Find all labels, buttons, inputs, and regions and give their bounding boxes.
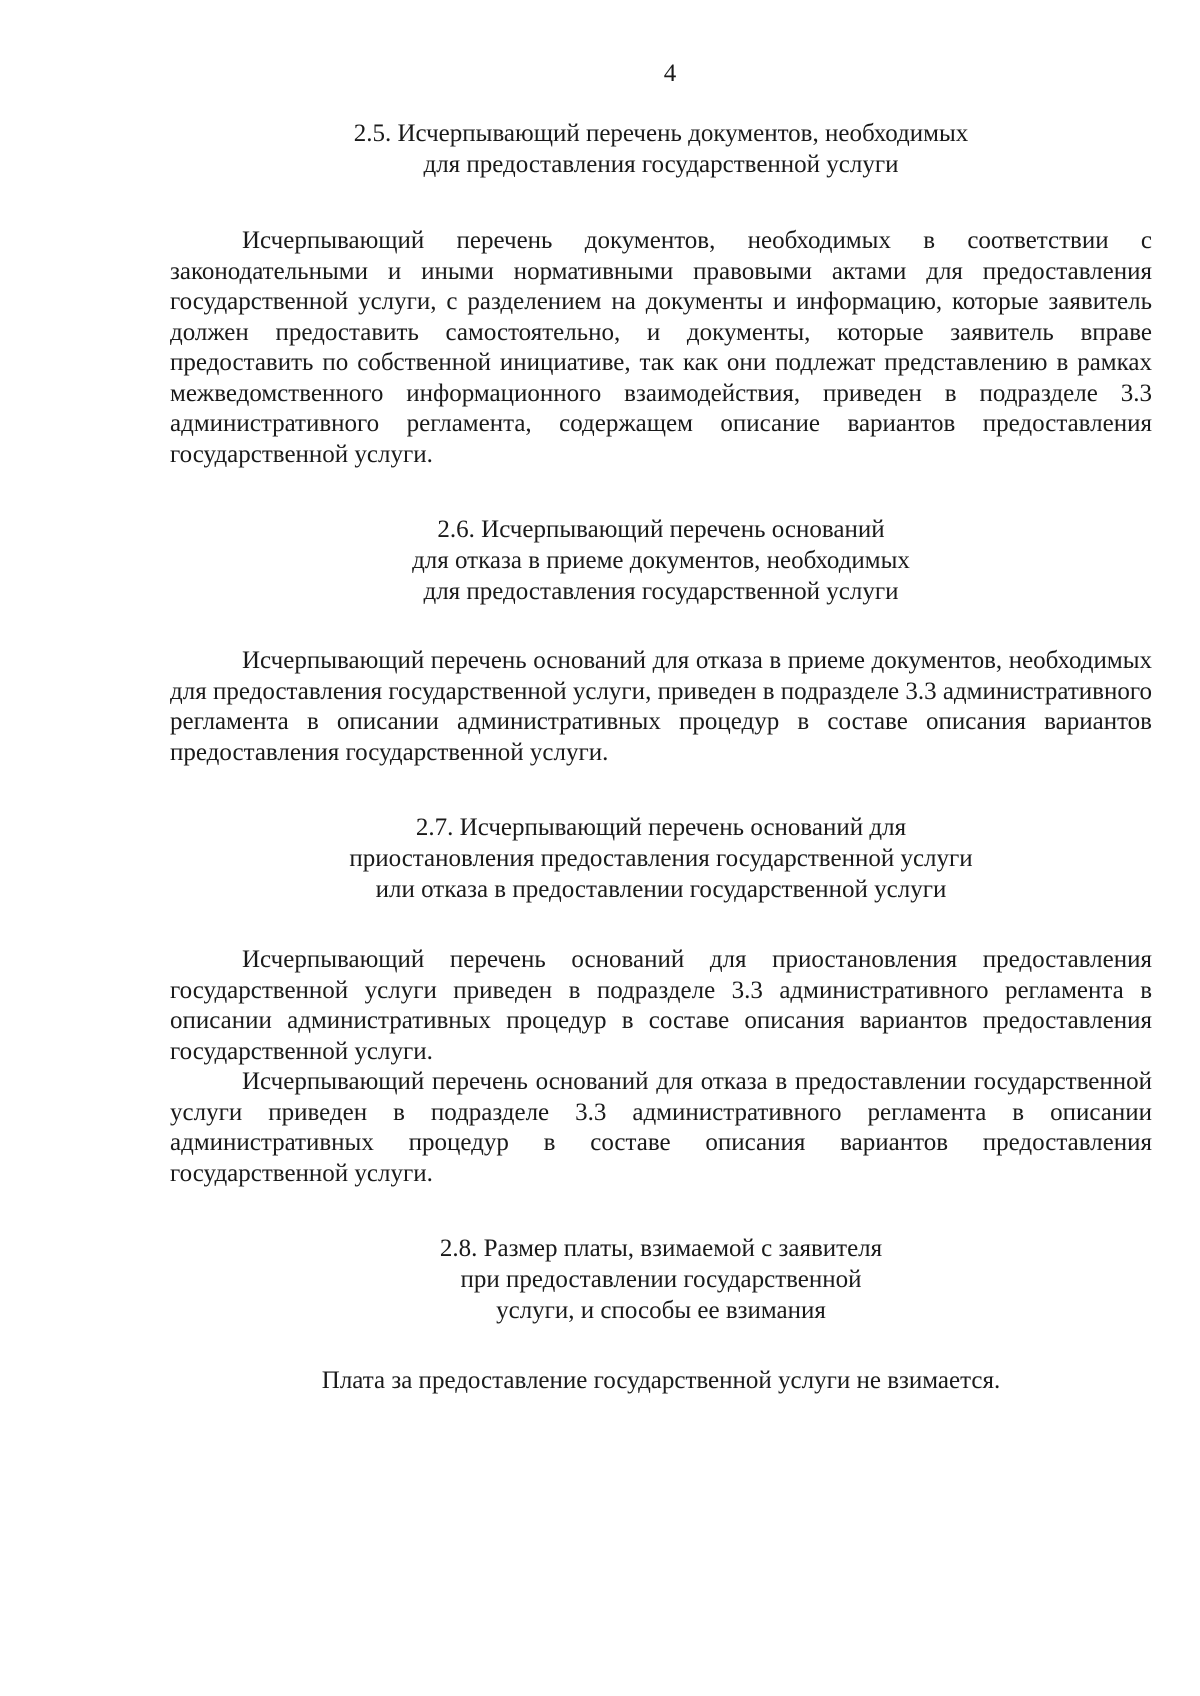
section-paragraph: Исчерпывающий перечень оснований для отказа в приеме документов, необходимых для предоставления государственной услуги, приведен в подразделе 3.3 административного регламента в описании административных процедур в составе описания вариантов предоставления государственной услуги. [170,647,1152,766]
section-title-line: 2.7. Исчерпывающий перечень оснований для [415,814,907,841]
section-title-line: 2.8. Размер платы, взимаемой с заявителя [439,1235,883,1262]
section-title-line: для отказа в приеме документов, необходимых [412,547,910,574]
section-paragraph: Исчерпывающий перечень оснований для отказа в предоставлении государственной услуги приведен в подразделе 3.3 административного регламента в описании административных процедур в составе описания вариантов предоставления государственной услуги. [170,1068,1152,1187]
section-paragraph: Плата за предоставление государственной услуги не взимается. [321,1367,1001,1394]
section-title-line: при предоставлении государственной [460,1266,862,1293]
section-title-line: для предоставления государственной услуги [423,578,899,605]
section-title-2-5 [170,118,1152,180]
section-body-2-7 [170,945,1152,1189]
section-title-2-8 [170,1233,1152,1326]
page-number: 4 [663,60,677,87]
section-title-2-6 [170,514,1152,607]
section-paragraph: Исчерпывающий перечень оснований для приостановления предоставления государственной услуги приведен в подразделе 3.3 административного регламента в описании административных процедур в составе описания вариантов предоставления государственной услуги. [170,946,1152,1065]
section-paragraph: Исчерпывающий перечень документов, необходимых в соответствии с законодательными и иными нормативными правовыми актами для предоставления государственной услуги, с разделением на документы и информацию, которые заявитель должен предоставить самостоятельно, и документы, которые заявитель вправе предоставить по собственной инициативе, так как они подлежат представлению в рамках межведомственного информационного взаимодействия, приведен в подразделе 3.3 административного регламента, содержащем описание вариантов предоставления государственной услуги. [170,227,1152,468]
section-title-line: приостановления предоставления государственной услуги [349,845,973,872]
section-title-line: или отказа в предоставлении государственной услуги [375,876,947,903]
section-title-line: для предоставления государственной услуги [423,151,899,178]
section-title-line: 2.5. Исчерпывающий перечень документов, необходимых [353,120,969,147]
section-title-line: 2.6. Исчерпывающий перечень оснований [437,516,885,543]
document-body [170,118,1152,1397]
section-title-2-7 [170,812,1152,905]
section-title-line: услуги, и способы ее взимания [496,1297,826,1324]
